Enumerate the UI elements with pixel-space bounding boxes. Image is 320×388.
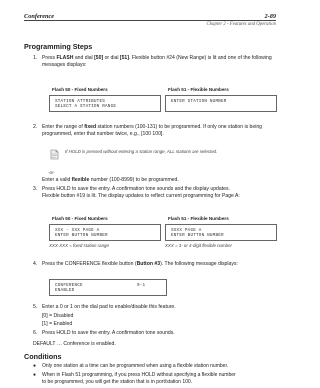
option-disabled: [0] = Disabled (42, 313, 74, 319)
or-separator: -or- (48, 170, 55, 175)
lcd-display-flexible (165, 224, 277, 241)
lcd-line: SXXX PAGE A (171, 228, 202, 233)
lcd-range: 0-1 (137, 283, 146, 288)
code-50: [50] (94, 55, 104, 61)
step-text: Press (42, 55, 57, 61)
lcd-line: SELECT A STATION RANGE (55, 104, 117, 110)
step-text: . Flexible button #24 (New Range) is lit and one of the following messages displays: (42, 55, 272, 68)
lcd-display-fixed (49, 224, 161, 241)
lcd-display-flexible (165, 95, 277, 112)
step-number: 6. (33, 330, 38, 336)
note-icon (49, 147, 60, 158)
condition-text: Only one station at a time can be programmed when using a flexible station number. (42, 363, 229, 369)
lcd-line: STATION ATTRIBUTES (55, 99, 106, 104)
bullet-icon: ● (33, 372, 37, 378)
lcd-display-fixed (49, 95, 161, 112)
step-1 (33, 55, 283, 69)
step-text: and dial (73, 55, 95, 61)
step-number: 3. (33, 186, 38, 192)
option-enabled: [1] = Enabled (42, 321, 73, 327)
step-number: 2. (33, 124, 38, 130)
caption-flexible: Flash 51 - Flexible Numbers (168, 87, 229, 92)
lcd-line: ENABLED (55, 288, 75, 294)
caption-flexible: Flash 51 - Flexible Numbers (168, 216, 229, 221)
chapter-subtitle: Chapter 2 - Features and Operation (206, 22, 276, 27)
key-flash: FLASH (56, 55, 74, 61)
caption-fixed: Flash 50 - Fixed Numbers (52, 216, 108, 221)
programming-steps-heading: Programming Steps (24, 42, 93, 51)
step-text: number (100-8999) to be programmed. (89, 177, 179, 183)
conditions-heading: Conditions (24, 352, 62, 361)
condition-text-continued: to be programmed, you will get the station that is in port/station 100. (42, 379, 193, 385)
step-2 (33, 124, 283, 138)
note-text: If HOLD is pressed without entering a station range, ALL stations are selected. (65, 149, 218, 154)
header-divider (24, 20, 276, 21)
keyword-fixed: fixed (84, 124, 97, 130)
step-2-alternate (42, 177, 282, 184)
step-text: Enter a valid (42, 177, 72, 183)
condition-text: When in Flash 51 programming, if you press HOLD without specifying a flexible number (42, 372, 236, 378)
lcd-line: ENTER BUTTON NUMBER (171, 233, 224, 239)
step-text: Flexible button #19 is lit. The display updates to reflect current programming for Page A: (42, 192, 240, 199)
step-text: station numbers (100-131) to be programmed. If only one station is being programmed, enter that number twice, e.g., [100 100]. (42, 124, 263, 137)
step-3 (33, 186, 283, 200)
step-number: 5. (33, 304, 38, 310)
default-text: DEFAULT … Conference is enabled. (33, 341, 116, 347)
step-6 (33, 330, 283, 337)
step-number: 4. (33, 261, 38, 267)
header-title: Conference (24, 13, 55, 20)
lcd-line: XXX - XXX PAGE A (55, 228, 100, 233)
step-4 (33, 261, 283, 268)
caption-fixed: Flash 50 - Fixed Numbers (52, 87, 108, 92)
step-text: Press HOLD to save the entry. A confirmation tone sounds and the display updates. (42, 186, 230, 192)
step-number: 1. (33, 55, 38, 61)
bullet-icon: ● (33, 363, 37, 369)
step-text: or dial (103, 55, 120, 61)
step-5 (33, 304, 283, 311)
step-text: Enter a 0 or 1 on the dial pad to enable/disable this feature. (42, 304, 176, 310)
lcd-line: CONFERENCE (55, 283, 83, 288)
page-number: 2-89 (264, 13, 276, 20)
step-text: Press the CONFERENCE flexible button ( (42, 261, 137, 267)
flexible-number-note: XXX = 3- or 4-digit flexible number (165, 243, 232, 248)
keyword-flexible: flexible (71, 177, 90, 183)
fixed-range-note: XXX-XXX = fixed station range (49, 243, 109, 248)
button-3-label: Button #3 (136, 261, 161, 267)
lcd-line: ENTER STATION NUMBER (171, 99, 227, 104)
code-51: [51] (119, 55, 129, 61)
lcd-line: ENTER BUTTON NUMBER (55, 233, 108, 239)
lcd-display-conference (49, 279, 167, 296)
step-text: Enter the range of (42, 124, 85, 130)
step-text: ). The following message displays: (160, 261, 238, 267)
step-text: Press HOLD to save the entry. A confirmation tone sounds. (42, 330, 175, 336)
